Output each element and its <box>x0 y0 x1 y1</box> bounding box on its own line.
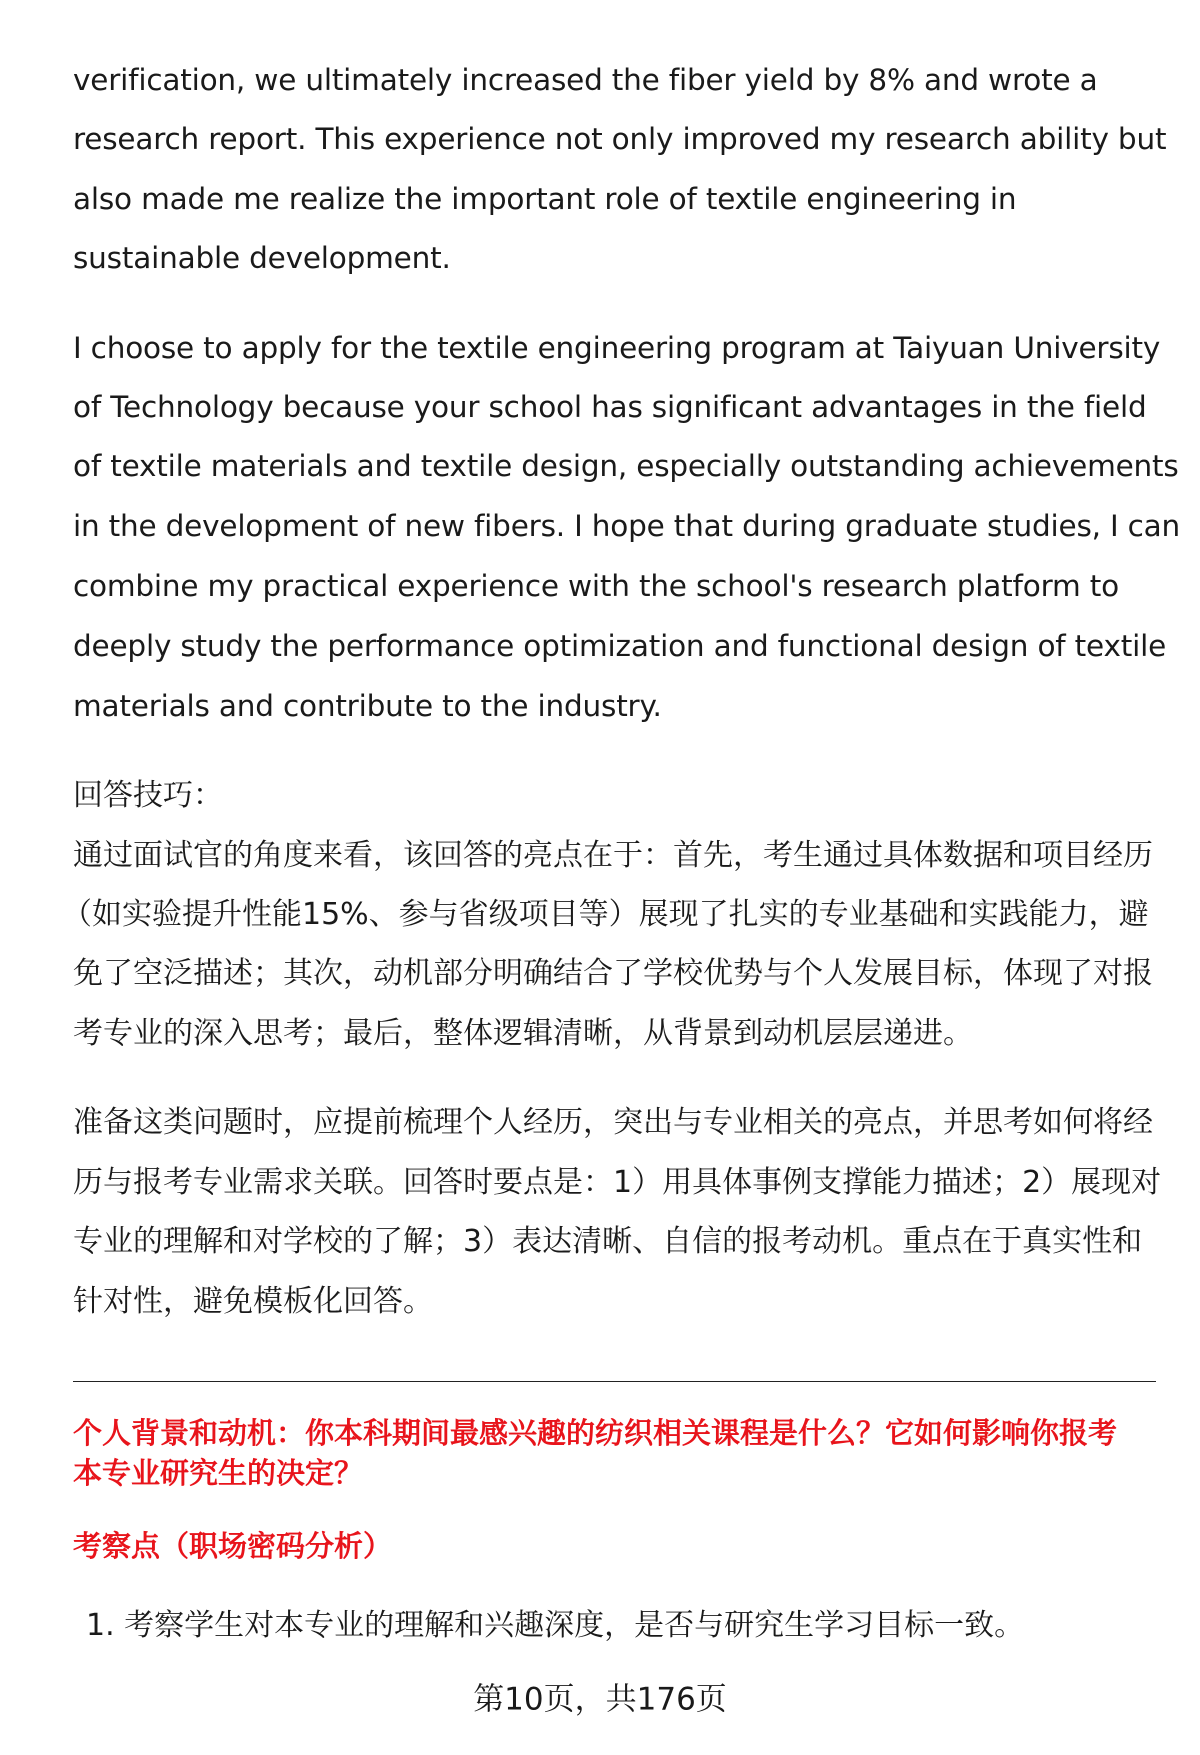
tips-text-line: 针对性，避免模板化回答。 <box>73 1284 433 1319</box>
body-text-line: deeply study the performance optimization and functional design of textile <box>73 629 1167 663</box>
tips-text-line: 专业的理解和对学校的了解；3）表达清晰、自信的报考动机。重点在于真实性和 <box>73 1224 1143 1259</box>
tips-text-line: 免了空泛描述；其次，动机部分明确结合了学校优势与个人发展目标，体现了对报 <box>73 956 1153 991</box>
tips-text-line: 历与报考专业需求关联。回答时要点是：1）用具体事例支撑能力描述；2）展现对 <box>73 1165 1162 1200</box>
analysis-list-item: 1. 考察学生对本专业的理解和兴趣深度，是否与研究生学习目标一致。 <box>86 1608 1025 1643</box>
tips-text-line: 准备这类问题时，应提前梳理个人经历，突出与专业相关的亮点，并思考如何将经 <box>73 1105 1153 1140</box>
body-text-line: combine my practical experience with the school's research platform to <box>73 569 1119 603</box>
body-text-line: in the development of new fibers. I hope that during graduate studies, I can <box>73 509 1181 543</box>
tips-text-line: （如实验提升性能15%、参与省级项目等）展现了扎实的专业基础和实践能力，避 <box>62 897 1149 932</box>
section-divider <box>73 1381 1156 1382</box>
question-heading-line: 个人背景和动机：你本科期间最感兴趣的纺织相关课程是什么？它如何影响你报考 <box>73 1416 1118 1450</box>
page-number: 第10页，共176页 <box>473 1681 727 1718</box>
body-text-line: I choose to apply for the textile engineering program at Taiyuan University <box>73 331 1161 365</box>
body-text-line: research report. This experience not only improved my research ability but <box>73 122 1167 156</box>
tips-label: 回答技巧： <box>73 778 223 813</box>
body-text-line: also made me realize the important role of textile engineering in <box>73 182 1017 216</box>
question-heading-line: 本专业研究生的决定？ <box>73 1456 364 1490</box>
tips-text-line: 考专业的深入思考；最后，整体逻辑清晰，从背景到动机层层递进。 <box>73 1016 973 1051</box>
body-text-line: of Technology because your school has significant advantages in the field <box>73 390 1147 424</box>
tips-text-line: 通过面试官的角度来看，该回答的亮点在于：首先，考生通过具体数据和项目经历 <box>73 838 1153 873</box>
body-text-line: materials and contribute to the industry. <box>73 689 662 723</box>
analysis-heading: 考察点（职场密码分析） <box>73 1529 393 1563</box>
body-text-line: of textile materials and textile design, especially outstanding achievements <box>73 449 1179 483</box>
body-text-line: sustainable development. <box>73 241 451 275</box>
body-text-line: verification, we ultimately increased the fiber yield by 8% and wrote a <box>73 63 1098 97</box>
